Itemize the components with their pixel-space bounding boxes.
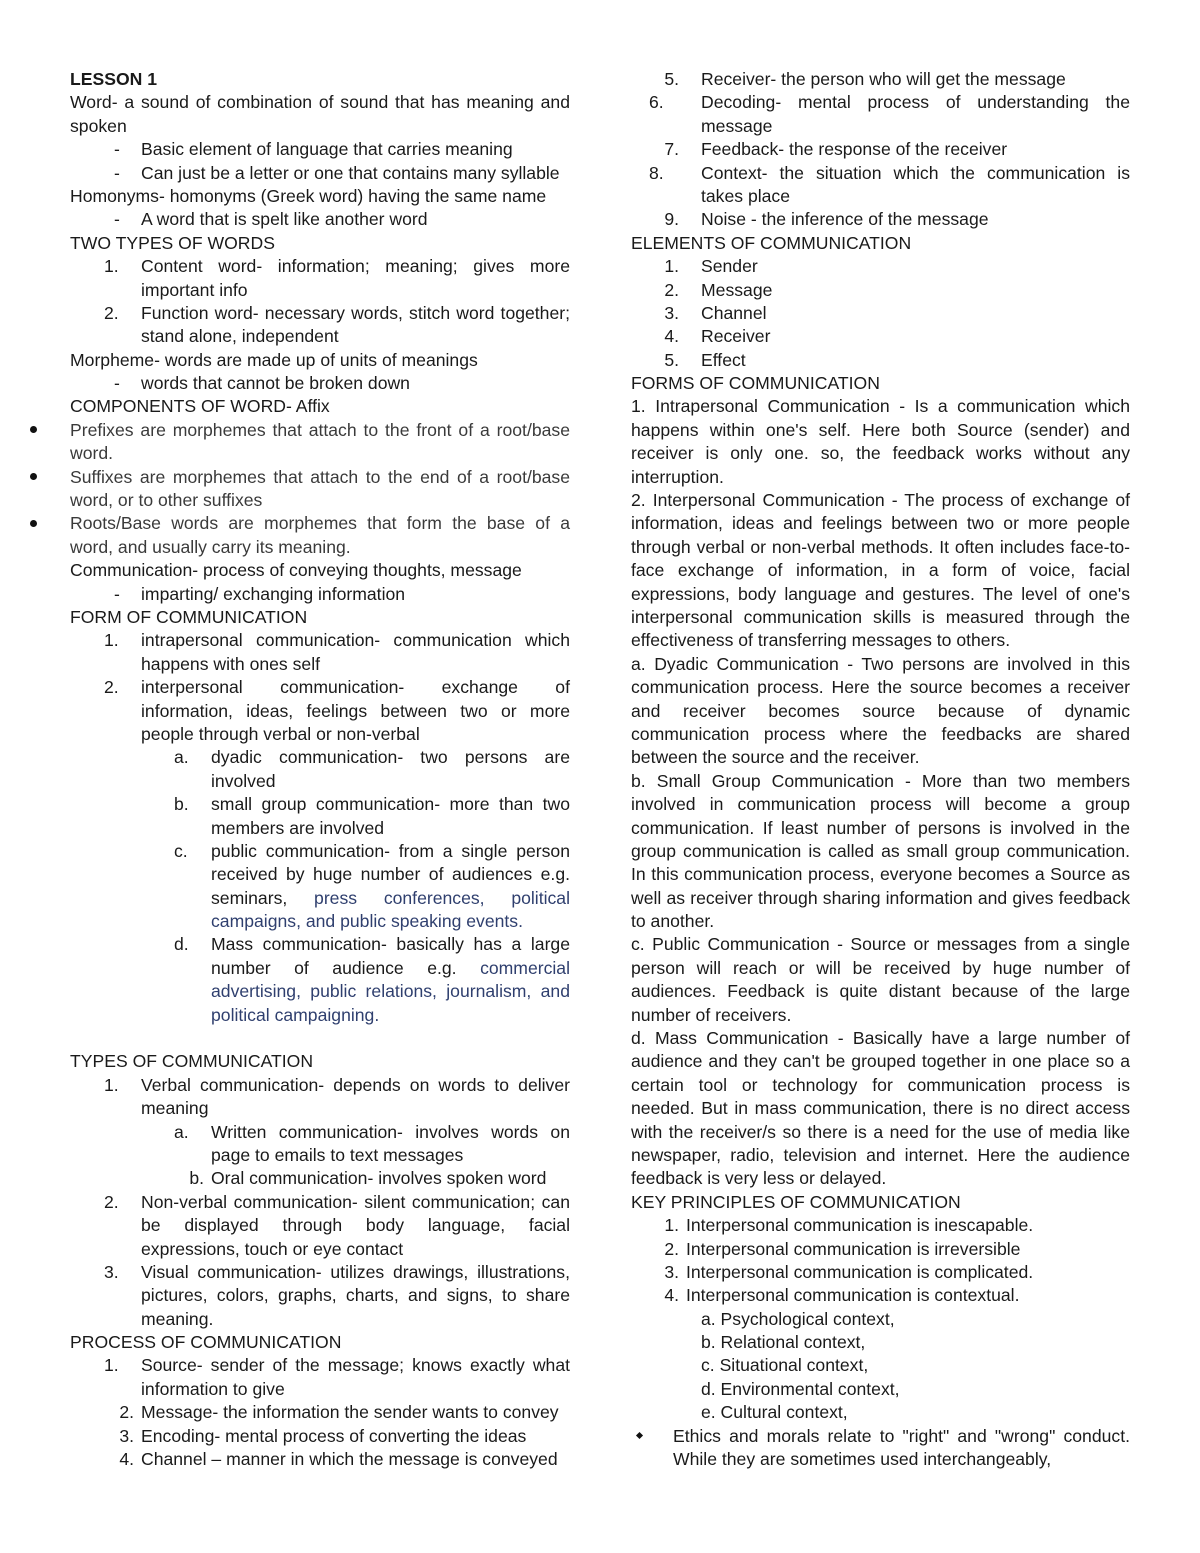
list-text-cont: meaning — [141, 1098, 209, 1119]
list-item — [631, 1261, 1130, 1284]
number-marker: 8. — [649, 162, 664, 183]
paragraph-line: and receiver becomes source because of dynamic — [631, 700, 1130, 721]
list-text: Feedback- the response of the receiver — [701, 139, 1008, 160]
list-item — [70, 1425, 570, 1448]
list-text-cont: information, ideas, feelings between two or more — [141, 700, 570, 721]
list-text-cont: received by huge number of audiences e.g. — [211, 864, 570, 885]
list-text: Message — [701, 279, 773, 300]
list-text: Interpersonal communication is contextual. — [686, 1285, 1020, 1306]
list-text-cont: expressions, touch or eye contact — [141, 1238, 404, 1259]
number-marker: 9. — [664, 209, 679, 230]
list-text-cont: stand alone, independent — [141, 326, 339, 347]
paragraph-public — [631, 933, 1130, 1027]
sub-list-item — [70, 1121, 570, 1144]
list-item — [631, 325, 1130, 348]
homonyms-definition: Homonyms- homonyms (Greek word) having the same name — [70, 185, 547, 206]
bullet-text: Ethics and morals relate to "right" and "wrong" conduct. — [673, 1425, 1130, 1446]
list-text: Interpersonal communication is irreversible — [686, 1238, 1021, 1259]
list-text: Sender — [701, 256, 758, 277]
paragraph-line: number of receivers. — [631, 1004, 792, 1025]
paragraph-line: with the receiver/s so there is a need for the use of media like — [631, 1121, 1130, 1142]
list-item — [70, 1448, 570, 1471]
number-marker: 2. — [119, 1402, 134, 1423]
section-heading: PROCESS OF COMMUNICATION — [70, 1332, 342, 1353]
bullet-text: Suffixes are morphemes that attach to the end of a root/base — [70, 466, 570, 487]
list-text-cont: pictures, colors, graphs, charts, and signs, to share — [141, 1285, 570, 1306]
list-text: Receiver — [701, 326, 771, 347]
paragraph-line: receiver is only one. so, the feedback works without any — [631, 443, 1130, 464]
list-text: Interpersonal communication is complicated. — [686, 1261, 1034, 1282]
list-text: Source- sender of the message; knows exactly what — [141, 1355, 570, 1376]
paragraph-line: feedback is very less or delayed. — [631, 1168, 887, 1189]
list-text: Interpersonal communication is inescapable. — [686, 1215, 1034, 1236]
list-item — [631, 68, 1130, 91]
bullet-icon — [30, 419, 37, 442]
list-text: A word that is spelt like another word — [141, 209, 428, 230]
paragraph-line: between the source and the receiver. — [631, 747, 920, 768]
list-text: Basic element of language that carries meaning — [141, 139, 513, 160]
list-text-cont: message — [701, 115, 773, 136]
letter-marker: a. — [174, 1121, 189, 1142]
section-heading: TYPES OF COMMUNICATION — [70, 1051, 314, 1072]
list-text: Noise - the inference of the message — [701, 209, 989, 230]
list-text: commercial — [480, 957, 570, 978]
list-text: press conferences, political — [314, 887, 570, 908]
list-text: intrapersonal communication- communication which — [141, 630, 570, 651]
number-marker: 3. — [104, 1261, 119, 1282]
list-text: Channel – manner in which the message is conveyed — [141, 1449, 558, 1470]
list-item — [70, 208, 570, 231]
bullet-text-cont: word, or to other suffixes — [70, 490, 263, 511]
paragraph-line: happens within one's self. Here both Source (sender) and — [631, 419, 1130, 440]
list-text-cont: happens with ones self — [141, 653, 320, 674]
list-text: seminars, — [211, 887, 288, 908]
list-item — [70, 1191, 570, 1214]
list-item — [631, 279, 1130, 302]
bullet-text: Prefixes are morphemes that attach to the front of a root/base — [70, 419, 570, 440]
dash-marker: - — [114, 139, 120, 160]
list-item — [631, 138, 1130, 161]
paragraph-small-group — [631, 770, 1130, 934]
list-item — [631, 255, 1130, 278]
list-item — [631, 1214, 1130, 1237]
dash-marker: - — [114, 583, 120, 604]
paragraph-line: d. Mass Communication - Basically have a large number of — [631, 1028, 1130, 1049]
context-item: d. Environmental context, — [701, 1378, 900, 1399]
paragraph-line: communication process where the feedbacks are shared — [631, 723, 1130, 744]
list-item — [70, 162, 570, 185]
number-marker: 1. — [104, 1074, 119, 1095]
bullet-icon — [30, 466, 37, 489]
list-text: words that cannot be broken down — [141, 373, 410, 394]
number-marker: 5. — [664, 69, 679, 89]
paragraph-line: through verbal or non-verbal methods. It often includes face-to- — [631, 536, 1130, 557]
bullet-text-cont: While they are sometimes used interchangeably, — [673, 1449, 1052, 1470]
list-text: Channel — [701, 302, 767, 323]
number-marker: 4. — [664, 1285, 679, 1306]
word-definition-cont: spoken — [70, 115, 127, 136]
list-text-cont: meaning. — [141, 1308, 214, 1329]
list-text: Visual communication- utilizes drawings, illustrations, — [141, 1261, 570, 1282]
paragraph-line: person will reach or will be received by huge number of — [631, 957, 1130, 978]
list-item — [70, 1074, 570, 1097]
number-marker: 2. — [104, 677, 119, 698]
paragraph-line: audiences. Feedback is quite distant because of the large — [631, 981, 1130, 1002]
list-item — [70, 138, 570, 161]
paragraph-line: In this communication process, everyone becomes a Source as — [631, 864, 1130, 885]
number-marker: 1. — [664, 256, 679, 277]
context-item: c. Situational context, — [701, 1355, 869, 1376]
bullet-text: Roots/Base words are morphemes that form the base of a — [70, 513, 570, 534]
list-text: Function word- necessary words, stitch word together; — [141, 302, 570, 323]
paragraph-line: face exchange of information, in a form of voice, facial — [631, 560, 1130, 581]
list-text: small group communication- more than two — [211, 794, 570, 815]
paragraph-line: well as receiver through sharing information and gives feedback — [631, 887, 1130, 908]
paragraph-line: 1. Intrapersonal Communication - Is a communication which — [631, 396, 1130, 417]
number-marker: 2. — [104, 1191, 119, 1212]
number-marker: 2. — [664, 279, 679, 300]
list-text-cont: information to give — [141, 1378, 285, 1399]
list-item — [70, 255, 570, 278]
bullet-icon — [30, 512, 37, 535]
number-marker: 6. — [649, 92, 664, 113]
sub-list-item — [70, 746, 570, 769]
section-heading: TWO TYPES OF WORDS — [70, 232, 275, 253]
paragraph-line: involved in communication process will become a group — [631, 794, 1130, 815]
paragraph-line: communication process. Here the source becomes a receiver — [631, 677, 1130, 698]
context-item: b. Relational context, — [701, 1332, 866, 1353]
paragraph-line: certain tool or technology for communication process is — [631, 1074, 1130, 1095]
list-item — [70, 372, 570, 395]
right-column — [631, 68, 1130, 1471]
number-marker: 1. — [104, 256, 119, 277]
sub-list-item — [70, 840, 570, 863]
list-text-cont: involved — [211, 770, 276, 791]
bullet-item — [70, 466, 570, 489]
section-heading: KEY PRINCIPLES OF COMMUNICATION — [631, 1191, 961, 1212]
paragraph-line: 2. Interpersonal Communication - The process of exchange of — [631, 490, 1130, 511]
left-column — [70, 68, 570, 1471]
paragraph-dyadic — [631, 653, 1130, 770]
paragraph-line: interpersonal communication skills is measured through the — [631, 606, 1130, 627]
number-marker: 1. — [104, 630, 119, 651]
list-item — [631, 91, 1130, 114]
word-definition: Word- a sound of combination of sound that has meaning and — [70, 92, 570, 113]
list-text: Content word- information; meaning; gives more — [141, 256, 570, 277]
lesson-title: LESSON 1 — [70, 69, 158, 89]
list-text: Context- the situation which the communication is — [701, 162, 1130, 183]
paragraph-line: c. Public Communication - Source or messages from a single — [631, 934, 1130, 955]
section-heading: FORMS OF COMMUNICATION — [631, 373, 880, 394]
list-text: interpersonal communication- exchange of — [141, 677, 570, 698]
letter-marker: b. — [189, 1168, 204, 1189]
bullet-item — [70, 512, 570, 535]
letter-marker: c. — [174, 840, 188, 861]
paragraph-line: newspaper, radio, television and internet. Here the audience — [631, 1144, 1130, 1165]
list-text: Verbal communication- depends on words to deliver — [141, 1074, 570, 1095]
list-text: Oral communication- involves spoken word — [211, 1168, 547, 1189]
morpheme-definition: Morpheme- words are made up of units of meanings — [70, 349, 478, 370]
list-text-cont: important info — [141, 279, 248, 300]
paragraph-line: expressions, body language and gestures. The level of one's — [631, 583, 1130, 604]
section-heading: COMPONENTS OF WORD- Affix — [70, 396, 330, 417]
section-heading: FORM OF COMMUNICATION — [70, 606, 308, 627]
diamond-bullet-icon — [637, 1425, 642, 1448]
paragraph-line: information, ideas and feelings between two or more people — [631, 513, 1130, 534]
paragraph-line: b. Small Group Communication - More than two members — [631, 770, 1130, 791]
list-item — [631, 349, 1130, 372]
paragraph-line: effectiveness of transferring messages to others. — [631, 630, 1011, 651]
list-item — [631, 208, 1130, 231]
number-marker: 5. — [664, 349, 679, 370]
context-item: e. Cultural context, — [701, 1402, 848, 1423]
dash-marker: - — [114, 209, 120, 230]
number-marker: 2. — [104, 302, 119, 323]
list-text: public communication- from a single person — [211, 840, 570, 861]
list-item — [70, 1354, 570, 1377]
list-text: number of audience e.g. — [211, 957, 457, 978]
paragraph-line: audience and they can't be grouped together in one place so a — [631, 1051, 1130, 1072]
list-text-cont: advertising, public relations, journalism, and — [211, 981, 570, 1002]
letter-marker: b. — [174, 794, 189, 815]
list-item — [70, 629, 570, 652]
dash-marker: - — [114, 373, 120, 394]
communication-definition: Communication- process of conveying thoughts, message — [70, 560, 522, 581]
list-text-cont — [70, 957, 570, 980]
list-item — [70, 676, 570, 699]
list-text-cont — [70, 887, 570, 910]
paragraph-mass — [631, 1027, 1130, 1191]
spacer — [70, 1027, 570, 1050]
paragraph-line: needed. But in mass communication, there is no direct access — [631, 1098, 1130, 1119]
bullet-item — [70, 419, 570, 442]
paragraph-line: group communication is called as small group communication. — [631, 840, 1130, 861]
list-item — [631, 162, 1130, 185]
list-text: Receiver- the person who will get the message — [701, 69, 1066, 89]
paragraph-line: interruption. — [631, 466, 724, 487]
list-item — [70, 1261, 570, 1284]
section-heading: ELEMENTS OF COMMUNICATION — [631, 232, 912, 253]
sub-list-item — [70, 933, 570, 956]
number-marker: 1. — [664, 1215, 679, 1236]
number-marker: 3. — [119, 1425, 134, 1446]
paragraph-intrapersonal — [631, 395, 1130, 489]
list-text: imparting/ exchanging information — [141, 583, 406, 604]
sub-list-item — [70, 1167, 570, 1190]
paragraph-line: a. Dyadic Communication - Two persons are involved in this — [631, 653, 1130, 674]
list-item — [631, 302, 1130, 325]
list-text: Non-verbal communication- silent communication; can — [141, 1191, 570, 1212]
number-marker: 4. — [664, 326, 679, 347]
list-text: Effect — [701, 349, 746, 370]
bullet-text-cont: word, and usually carry its meaning. — [70, 536, 351, 557]
list-item — [631, 1238, 1130, 1261]
list-text-cont: people through verbal or non-verbal — [141, 723, 420, 744]
list-text-cont: takes place — [701, 185, 790, 206]
list-text: Mass communication- basically has a large — [211, 934, 570, 955]
number-marker: 2. — [664, 1238, 679, 1259]
number-marker: 7. — [664, 139, 679, 160]
list-text-cont: campaigns, and public speaking events. — [211, 911, 523, 932]
number-marker: 4. — [119, 1449, 134, 1470]
bullet-item — [631, 1425, 1130, 1448]
number-marker: 1. — [104, 1355, 119, 1376]
dash-marker: - — [114, 162, 120, 183]
sub-list-item — [70, 793, 570, 816]
number-marker: 3. — [664, 1261, 679, 1282]
list-text: Written communication- involves words on — [211, 1121, 570, 1142]
letter-marker: a. — [174, 747, 189, 768]
context-item: a. Psychological context, — [701, 1308, 895, 1329]
number-marker: 3. — [664, 302, 679, 323]
list-text-cont: page to emails to text messages — [211, 1144, 464, 1165]
paragraph-line: communication. If least number of persons is involved in the — [631, 817, 1130, 838]
list-text: Encoding- mental process of converting the ideas — [141, 1425, 527, 1446]
list-item — [70, 302, 570, 325]
list-item — [70, 1401, 570, 1424]
list-text-cont: members are involved — [211, 817, 385, 838]
list-item — [631, 1284, 1130, 1307]
list-text: Message- the information the sender wants to convey — [141, 1402, 559, 1423]
letter-marker: d. — [174, 934, 189, 955]
list-text: Can just be a letter or one that contains many syllable — [141, 162, 560, 183]
list-text: Decoding- mental process of understanding the — [701, 92, 1130, 113]
list-text-cont: political campaigning. — [211, 1004, 380, 1025]
list-item — [70, 583, 570, 606]
list-text-cont: be displayed through body language, facial — [141, 1215, 570, 1236]
paragraph-interpersonal — [631, 489, 1130, 653]
list-text: dyadic communication- two persons are — [211, 747, 570, 768]
paragraph-line: to another. — [631, 911, 715, 932]
bullet-text-cont: word. — [70, 443, 114, 464]
